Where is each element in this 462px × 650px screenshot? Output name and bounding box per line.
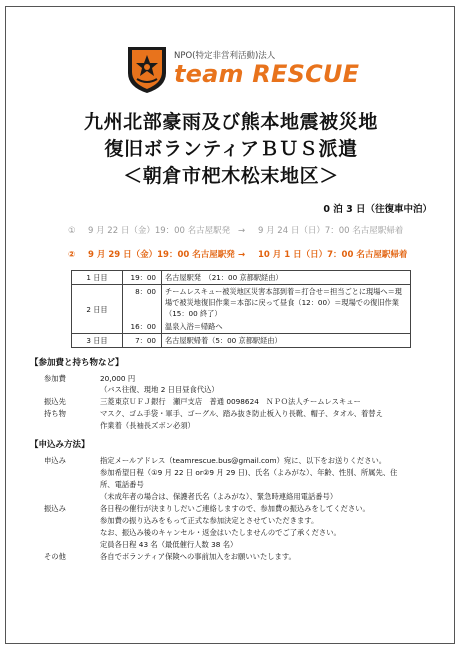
apply-line-3: 所、電話番号: [100, 480, 144, 489]
brand-name: team RESCUE: [174, 60, 360, 88]
document-page: [5, 6, 455, 644]
transfer-label: 振込先: [44, 397, 66, 406]
title-line-2: 復旧ボランティアＢＵＳ派遣: [104, 138, 358, 160]
option-depart: 9 月 29 日（金）19：00 名古屋駅発: [88, 250, 235, 260]
fee-note: （バス往復、現地 2 日目昼食代込）: [100, 385, 219, 394]
day-label: 3 日目: [72, 334, 123, 348]
time-cell: 8：00: [123, 285, 162, 321]
schedule-row-day2-evening: [72, 320, 411, 334]
items-line-2: 作業着（長袖長ズボン必須）: [100, 421, 195, 430]
other-value: 各自でボランティア保険への事前加入をお願いいたします。: [100, 552, 296, 561]
transfer-value: 三菱東京ＵＦＪ銀行 瀬戸支店 普通 0098624 ＮＰＯ法人チームレスキュー: [100, 397, 361, 406]
day-label: 2 日目: [72, 285, 123, 334]
option-arrive: 10 月 1 日（日）7：00 名古屋駅帰着: [258, 250, 408, 260]
trip-option-2: [68, 248, 407, 260]
arrow-icon: →: [238, 226, 246, 236]
schedule-row-day3: [72, 334, 411, 348]
activity-cell: 温泉入浴＝帰路へ: [162, 320, 411, 334]
apply-line-4: （未成年者の場合は、保護者氏名（よみがな）、緊急時連絡用電話番号）: [100, 492, 338, 501]
schedule-table: [71, 270, 411, 348]
trip-option-1: [68, 224, 403, 236]
payment-label: 振込み: [44, 504, 66, 513]
team-rescue-shield-icon: [124, 43, 170, 95]
fees-heading: 【参加費と持ち物など】: [30, 358, 124, 368]
time-cell: 7：00: [123, 334, 162, 348]
apply-label: 申込み: [44, 456, 66, 465]
schedule-row-day2: [72, 285, 411, 321]
activity-cell: 名古屋駅発 （21：00 京都駅経由）: [162, 271, 411, 285]
items-label: 持ち物: [44, 409, 66, 418]
trip-duration: 0 泊 3 日（往復車中泊）: [323, 204, 432, 215]
apply-line-2: 参加希望日程（①9 月 22 日 or②9 月 29 日)、氏名（よみがな）、年齢、性別、所属先、住: [100, 468, 398, 477]
activity-line: チームレスキュー被災地区災害本部到着＝打合せ＝担当ごとに現場へ＝現: [165, 287, 402, 296]
org-type-label: NPO(特定非営利活動)法人: [174, 51, 276, 61]
day-label: 1 日目: [72, 271, 123, 285]
activity-cell: [162, 285, 411, 321]
title-line-1: 九州北部豪雨及び熊本地震被災地: [83, 111, 378, 133]
fee-value: 20,000 円: [100, 374, 136, 383]
time-cell: 19：00: [123, 271, 162, 285]
payment-line-2: 参加費の振り込みをもって正式な参加決定とさせていただきます。: [100, 516, 319, 525]
schedule-row-day1: [72, 271, 411, 285]
activity-line: （15：00 終了）: [165, 309, 222, 318]
logo: [124, 43, 360, 93]
payment-line-1: 各日程の催行が決まりしだいご連絡しますので、参加費の振込みをしてください。: [100, 504, 370, 513]
fee-label: 参加費: [44, 374, 66, 383]
time-cell: 16：00: [123, 320, 162, 334]
option-depart: 9 月 22 日（金）19：00 名古屋駅発: [88, 226, 231, 236]
payment-line-4: 定員各日程 43 名（最低催行人数 38 名）: [100, 540, 238, 549]
activity-cell: 名古屋駅帰着（5：00 京都駅経由）: [162, 334, 411, 348]
option-arrive: 9 月 24 日（日）7：00 名古屋駅帰着: [258, 226, 404, 236]
other-label: その他: [44, 552, 66, 561]
apply-heading: 【申込み方法】: [30, 440, 90, 450]
option-number: ①: [68, 226, 76, 236]
apply-line-1: 指定メールアドレス（teamrescue.bus@gmail.com）宛に、以下をお送りください。: [100, 456, 387, 465]
payment-line-3: なお、振込み後のキャンセル・返金はいたしませんのでご了承ください。: [100, 528, 341, 537]
arrow-icon: →: [238, 250, 246, 260]
activity-line: 場で被災地復旧作業＝本部に戻って昼食（12：00）＝現場での復旧作業: [165, 298, 399, 307]
option-number: ②: [68, 250, 76, 260]
title-line-3: ＜朝倉市杷木松末地区＞: [123, 165, 339, 187]
items-line-1: マスク、ゴム手袋・軍手、ゴーグル、踏み抜き防止板入り長靴、帽子、タオル、着替え: [100, 409, 383, 418]
